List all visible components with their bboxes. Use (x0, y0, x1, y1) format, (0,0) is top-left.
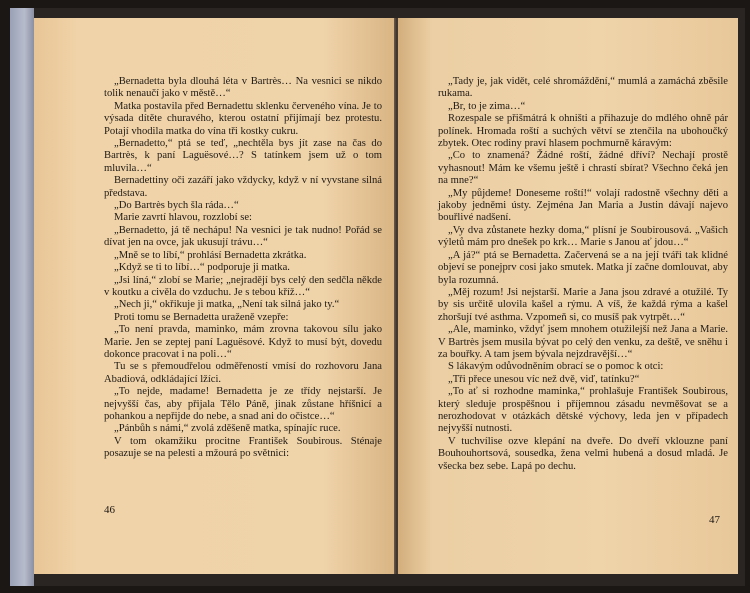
right-page (398, 18, 738, 574)
open-book (10, 8, 745, 586)
paragraph: „Pánbůh s námi,“ zvolá zděšeně matka, spínajíc ruce. (114, 423, 341, 435)
paragraph: „To ať si rozhodne maminka,“ prohlašuje František Soubirous, který sleduje prospěšnou i příjemnou zásadu nevměšovat se a nerozhodovat v otázkách dětské výchovy, leda jen v případech nejvyšší nutnosti. (438, 386, 728, 435)
paragraph: „Bernadetta byla dlouhá léta v Bartrès… Na vesnici se nikdo tolik nenaučí jako v městě…“ (104, 76, 382, 100)
paragraph: Bernadettiny oči zazáří jako vždycky, když v ní vyvstane silná představa. (104, 175, 382, 199)
paragraph: S lákavým odůvodněním obrací se o pomoc k otci: (448, 361, 664, 373)
paragraph: „Co to znamená? Žádné roští, žádné dříví? Nechají prostě vyhasnout! Mám ke všemu ještě i chrastí sbírat? Všechno čeká jen na mne?“ (438, 150, 728, 187)
paragraph: V tom okamžiku procitne František Soubirous. Sténaje posazuje se na pelesti a mžourá po světnici: (104, 435, 382, 460)
paragraph: „Tady je, jak vidět, celé shromáždění,“ mumlá a zamáchá zběsile rukama. (438, 76, 728, 100)
paragraph: „To není pravda, maminko, mám zrovna takovou sílu jako Marie. Jen se zeptej paní Laguësové. Když to musí být, dovedu dokonce pracovat i na poli…“ (104, 324, 382, 360)
book-cover-edge (10, 8, 34, 586)
paragraph: Rozespale se přišmátrá k ohništi a přihazuje do mdlého ohně pár polínek. Hromada roští a suchých větví se ztenčila na ubohoučký zbytek. Otec rodiny praví hlasem pochmurně káravým: (438, 113, 728, 150)
paragraph: „Jsi líná,“ zlobí se Marie; „nejradějí bys celý den sedčla někde v koutku a civěla do vzduchu. Je s tebou kříž…“ (104, 274, 382, 298)
paragraph: „My půjdeme! Doneseme roští!“ volají radostně všechny děti a jakoby jedněmi ústy. Zejména Jan Maria a Justin dávají najevo bouřlivé nadšení. (438, 187, 728, 224)
paragraph: „Do Bartrès bych šla ráda…“ (114, 200, 239, 212)
paragraph: Marie zavrtí hlavou, rozzlobí se: (114, 212, 252, 224)
paragraph: Tu se s přemoudřelou odměřeností vmísí do rozhovoru Jana Abadiová, odkládající lžíci. (104, 361, 382, 385)
right-page-text (438, 76, 728, 473)
paragraph: „Vy dva zůstanete hezky doma,“ plísní je Soubirousová. „Vašich výletů mám pro dnešek po krk… Marie s Janou ať jdou…“ (438, 224, 728, 249)
left-page (34, 18, 396, 574)
paragraph: „Bernadetto,“ ptá se teď, „nechtěla bys jít zase na čas do Bartrès, k paní Laguësové…? S tatínkem jsem už o tom mluvila…“ (104, 138, 382, 174)
paragraph: „Bernadetto, já tě nechápu! Na vesnici je tak nudno! Pořád se dívat jen na ovce, jak ukusují trávu…“ (104, 224, 382, 249)
paragraph: „Ale, maminko, vždyť jsem mnohem otužilejší než Jana a Marie. V Bartrès jsem musila bývat po celý den venku, za deště, ve sněhu i za bouřky. A tam jsem bývala nejzdravější…“ (438, 324, 728, 360)
page-number: 46 (104, 504, 115, 516)
page-number: 47 (709, 514, 720, 526)
paragraph: V tuchvílise ozve klepání na dveře. Do dveří vklouzne paní Bouhouhortsová, sousedka, žena velmi hubená a dosud mladá. Je všecka bez sebe. Lapá po dechu. (438, 435, 728, 472)
paragraph: „A já?“ ptá se Bernadetta. Začervená se a na její tváři tak klidné objeví se ponejprv cosi jako smutek. Matka jí začne domlouvat, aby byla rozumná. (438, 249, 728, 286)
paragraph: „Tři přece unesou víc než dvě, viď, tatínku?“ (448, 373, 640, 385)
paragraph: Proti tomu se Bernadetta uraženě vzepře: (114, 311, 289, 323)
paragraph: „Měj rozum! Jsi nejstarší. Marie a Jana jsou zdravé a otužilé. Ty by sis určitě ulovila kašel a rýmu. A víš, že každá rýma a kašel zhoršují tvé asthma. Vzpomeň si, co musíš pak vytrpět…“ (438, 286, 728, 323)
paragraph: „Nech ji,“ okřikuje ji matka, „Není tak silná jako ty.“ (114, 299, 340, 311)
left-page-text (104, 76, 382, 461)
paragraph: „Když se ti to líbí…“ podporuje ji matka. (114, 262, 290, 274)
paragraph: „Mně se to líbí,“ prohlásí Bernadetta zkrátka. (114, 249, 307, 261)
paragraph: Matka postavila před Bernadettu sklenku červeného vína. Je to výsada dítěte churavého, kterou ostatní přijímají bez protestu. Potají vhodila matka do vína tři kostky cukru. (104, 100, 382, 137)
paragraph: „To nejde, madame! Bernadetta je ze třídy nejstarší. Je nejvyšší čas, aby přijala Tělo Páně, jinak zůstane hříšnicí a pohankou a nepřijde do nebe, a snad ani do očistce…“ (104, 386, 382, 422)
paragraph: „Br, to je zima…“ (448, 100, 526, 112)
